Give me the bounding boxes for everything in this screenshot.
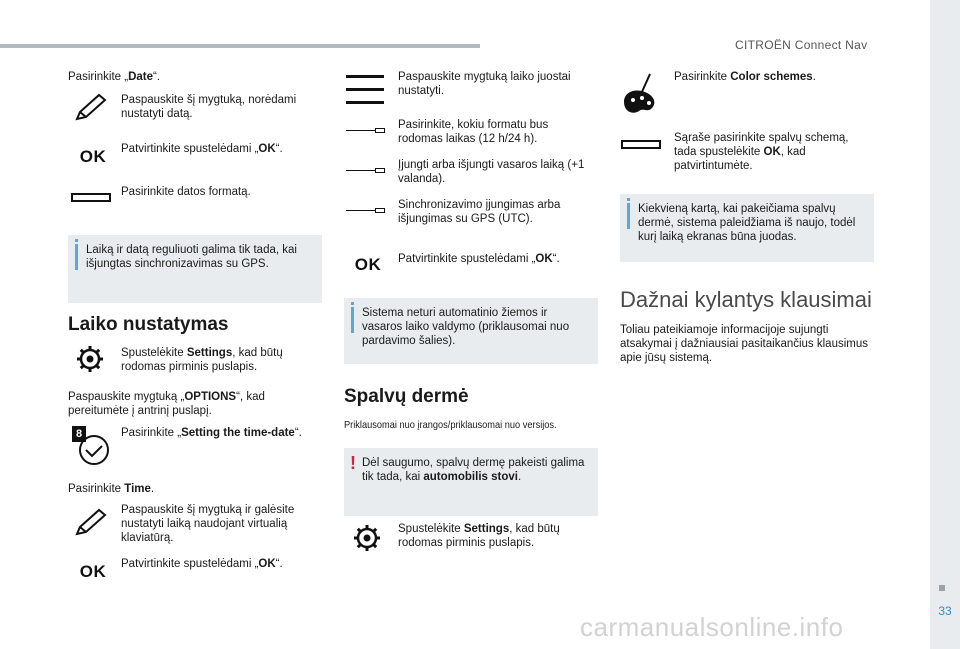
warning-icon: !	[350, 453, 356, 473]
palette-text: Pasirinkite Color schemes.	[674, 71, 816, 83]
info-note	[344, 298, 598, 364]
list-text: Sąraše pasirinkite spalvų schemą, tada spustelėkite OK, kad patvirtintumėte.	[674, 132, 849, 172]
pencil-text: Paspauskite šį mygtuką, norėdami nustatyti datą.	[121, 94, 297, 120]
header-rule	[0, 44, 480, 48]
format-text: Pasirinkite datos formatą.	[121, 186, 251, 198]
ok2-text: Patvirtinkite spustelėdami „OK“.	[121, 558, 283, 570]
format-text-2: Pasirinkite, kokiu formatu bus rodomas laikas (12 h/24 h).	[398, 119, 549, 145]
subnote: Priklausomai nuo įrangos/priklausomai nuo versijos.	[344, 419, 557, 431]
watermark: carmanualsonline.info	[580, 612, 844, 642]
time-text: Pasirinkite Time.	[68, 483, 155, 495]
ok-text: Patvirtinkite spustelėdami „OK“.	[121, 143, 283, 155]
info-icon	[627, 203, 630, 229]
ok3-text: Patvirtinkite spustelėdami „OK“.	[398, 253, 560, 265]
gps-text: Sinchronizavimo įjungimas arba išjungimas su GPS (UTC).	[398, 199, 561, 225]
info-note-text: Kiekvieną kartą, kai pakeičiama spalvų dermė, sistema paleidžiama iš naujo, todėl kurį laiką ekranas būna juodas.	[638, 203, 856, 243]
format-bar-icon	[71, 193, 111, 202]
slider-icon	[346, 206, 386, 216]
gear-icon	[351, 522, 383, 554]
gear-icon	[74, 343, 106, 375]
settings-text: Spustelėkite Settings, kad būtų rodomas pirminis puslapis.	[121, 347, 283, 373]
pencil-icon	[73, 507, 111, 537]
info-note-text: Laiką ir datą reguliuoti galima tik tada, kai išjungtas sinchronizavimas su GPS.	[86, 244, 297, 270]
info-icon	[351, 307, 354, 333]
page-number: 33	[938, 604, 952, 618]
header-title: CITROËN Connect Nav	[735, 38, 868, 52]
side-strip	[930, 0, 960, 649]
warning-note: ! Dėl saugumo, spalvų dermę pakeisti galima tik tada, kai automobilis stovi.	[344, 448, 598, 516]
faq-heading: Dažnai kylantys klausimai	[620, 287, 872, 312]
section-heading: Laiko nustatymas	[68, 314, 229, 335]
clock-icon	[72, 426, 112, 466]
info-note-text: Sistema neturi automatinio žiemos ir vasaros laiko valdymo (priklausomai nuo pardavimo šalies).	[362, 307, 570, 347]
menu-icon	[346, 75, 384, 105]
options-text: Paspauskite mygtuką „OPTIONS“, kad pereitumėte į antrinį puslapį.	[68, 391, 265, 417]
settings-text-2: Spustelėkite Settings, kad būtų rodomas pirminis puslapis.	[398, 523, 560, 549]
ok-icon: OK	[79, 562, 107, 581]
info-icon	[75, 244, 78, 270]
slider-icon	[346, 166, 386, 176]
faq-text: Toliau pateikiamoje informacijoje sujungti atsakymai į dažniausiai pasitaikančius klausimus apie jūsų sistemą.	[620, 324, 869, 364]
info-note	[68, 235, 322, 303]
clock-badge: 8	[72, 426, 86, 442]
timedate-text: Pasirinkite „Setting the time-date“.	[121, 427, 302, 439]
hold-text: Paspauskite mygtuką laiko juostai nustatyti.	[398, 71, 571, 97]
dst-text: Įjungti arba išjungti vasaros laiką (+1 valanda).	[398, 159, 585, 185]
intro-date: Pasirinkite „Date“.	[68, 71, 161, 83]
ok-icon: OK	[354, 255, 382, 274]
ok-icon: OK	[79, 147, 107, 166]
pencil2-text: Paspauskite šį mygtuką ir galėsite nustatyti laiką naudojant virtualią klaviatūrą.	[121, 504, 295, 544]
pencil-icon	[73, 92, 111, 122]
end-of-section-mark	[939, 585, 945, 591]
info-note	[620, 194, 874, 262]
section-heading: Spalvų dermė	[344, 386, 469, 407]
palette-icon	[621, 72, 661, 116]
format-bar-icon	[621, 140, 661, 149]
slider-icon	[346, 126, 386, 136]
